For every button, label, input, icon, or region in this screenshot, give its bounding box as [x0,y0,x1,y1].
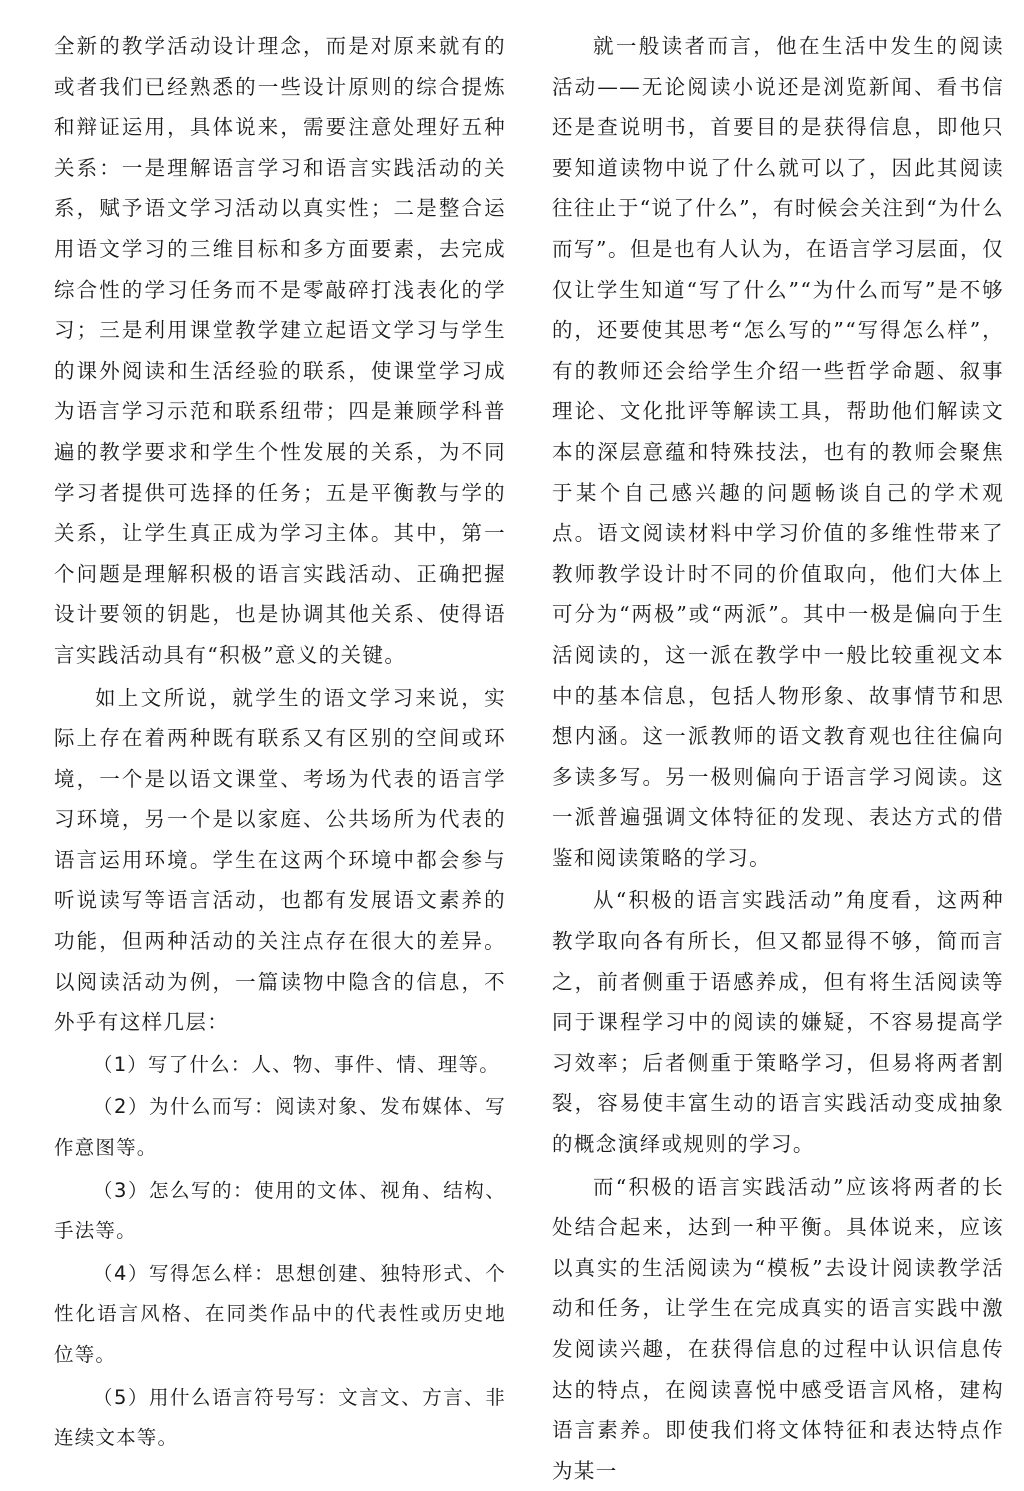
paragraph: 全新的教学活动设计理念，而是对原来就有的或者我们已经熟悉的一些设计原则的综合提炼和辩证运用，具体说来，需要注意处理好五种关系：一是理解语言学习和语言实践活动的关系，赋予语文学习活动以真实性；二是整合运用语文学习的三维目标和多方面要素，去完成综合性的学习任务而不是零敲碎打浅表化的学习；三是利用课堂教学建立起语文学习与学生的课外阅读和生活经验的联系，使课堂学习成为语言学习示范和联系纽带；四是兼顾学科普遍的教学要求和学生个性发展的关系，为不同学习者提供可选择的任务；五是平衡教与学的关系，让学生真正成为学习主体。其中，第一个问题是理解积极的语言实践活动、正确把握设计要领的钥匙，也是协调其他关系、使得语言实践活动具有“积极”意义的关键。 [54,34,506,667]
list-item: （2）为什么而写：阅读对象、发布媒体、写作意图等。 [54,1095,506,1160]
list-item: （4）写得怎么样：思想创建、独特形式、个性化语言风格、在同类作品中的代表性或历史地位等。 [54,1261,506,1366]
list-item: （3）怎么写的：使用的文体、视角、结构、手法等。 [54,1178,506,1243]
paragraph: 而“积极的语言实践活动”应该将两者的长处结合起来，达到一种平衡。具体说来，应该以真实的生活阅读为“模板”去设计阅读教学活动和任务，让学生在完成真实的语言实践中激发阅读兴趣，在获得信息的过程中认识信息传达的特点，在阅读喜悦中感受语言风格，建构语言素养。即使我们将文体特征和表达特点作为某一 [552,1174,1004,1483]
list-item: （5）用什么语言符号写：文言文、方言、非连续文本等。 [54,1385,506,1450]
list-item: （1）写了什么：人、物、事件、情、理等。 [93,1052,500,1076]
paragraph: 从“积极的语言实践活动”角度看，这两种教学取向各有所长，但又都显得不够，简而言之，前者侧重于语感养成，但有将生活阅读等同于课程学习中的阅读的嫌疑，不容易提高学习效率；后者侧重于策略学习，但易将两者割裂，容易使丰富生动的语言实践活动变成抽象的概念演绎或规则的学习。 [552,888,1004,1157]
paragraph: 如上文所说，就学生的语文学习来说，实际上存在着两种既有联系又有区别的空间或环境，一个是以语文课堂、考场为代表的语言学习环境，另一个是以家庭、公共场所为代表的语言运用环境。学生在这两个环境中都会参与听说读写等语言活动，也都有发展语文素养的功能，但两种活动的关注点存在很大的差异。以阅读活动为例，一篇读物中隐含的信息，不外乎有这样几层： [54,685,506,1035]
paragraph: 就一般读者而言，他在生活中发生的阅读活动——无论阅读小说还是浏览新闻、看书信还是查说明书，首要目的是获得信息，即他只要知道读物中说了什么就可以了，因此其阅读往往止于“说了什么”，有时候会关注到“为什么而写”。但是也有人认为，在语言学习层面，仅仅让学生知道“写了什么”“为什么而写”是不够的，还要使其思考“怎么写的”“写得怎么样”，有的教师还会给学生介绍一些哲学命题、叙事理论、文化批评等解读工具，帮助他们解读文本的深层意蕴和特殊技法，也有的教师会聚焦于某个自己感兴趣的问题畅谈自己的学术观点。语文阅读材料中学习价值的多维性带来了教师教学设计时不同的价值取向，他们大体上可分为“两极”或“两派”。其中一极是偏向于生活阅读的，这一派在教学中一般比较重视文本中的基本信息，包括人物形象、故事情节和思想内涵。这一派教师的语文教育观也往往偏向多读多写。另一极则偏向于语言学习阅读。这一派普遍强调文体特征的发现、表达方式的借鉴和阅读策略的学习。 [552,34,1004,870]
right-column [552,26,1004,1491]
left-column [54,26,506,1459]
